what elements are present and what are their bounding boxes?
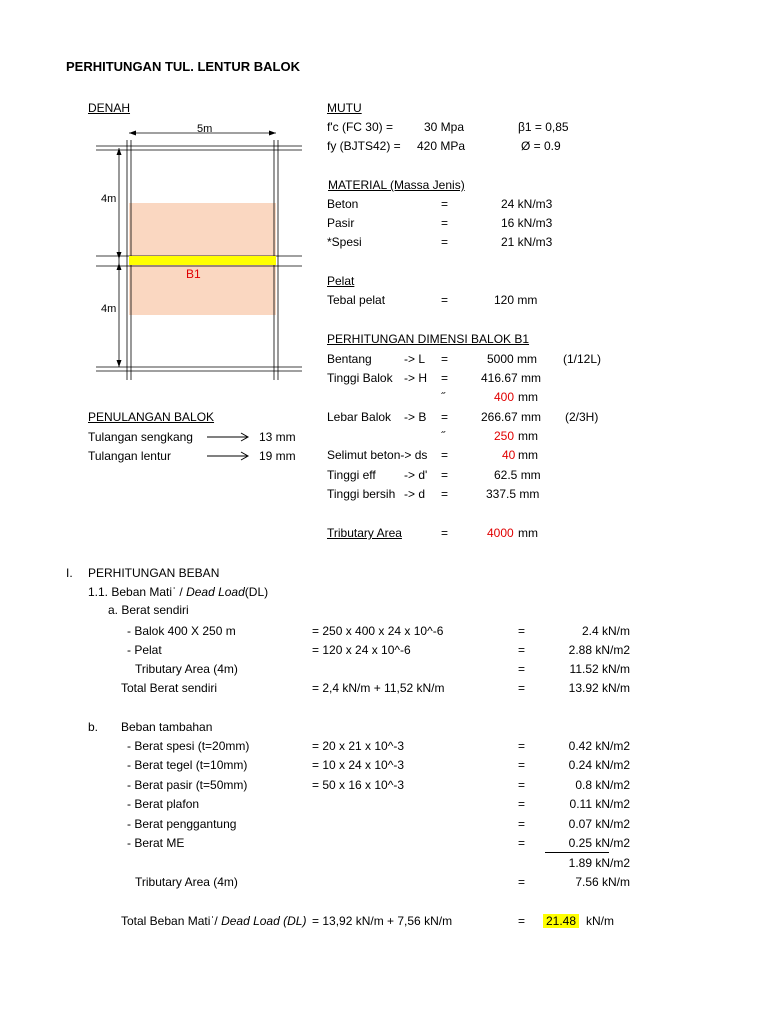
row-value: 2.88 kN/m2 <box>568 643 630 657</box>
tributary-unit: mm <box>518 526 538 540</box>
sengkang-value: 13 mm <box>259 430 296 444</box>
section-number: I. <box>66 566 73 580</box>
material-eq: = <box>441 235 449 249</box>
ditto-mark: ˝ <box>441 390 445 404</box>
tributary-eq: = <box>441 526 449 540</box>
material-value: 16 kN/m3 <box>501 216 553 230</box>
row-value: 13.92 kN/m <box>568 681 630 695</box>
tebal-pelat-label: Tebal pelat <box>327 293 386 307</box>
eff-arrow: -> d' <box>404 468 428 482</box>
fc-value: 30 Mpa <box>424 120 465 134</box>
arrow-right-icon <box>207 431 251 443</box>
fc-label: f'c (FC 30) = <box>327 120 393 134</box>
dim-top-label: 5m <box>197 123 213 135</box>
row-label: Tributary Area (4m) <box>135 662 238 676</box>
lentur-value: 19 mm <box>259 449 296 463</box>
bentang-label: Bentang <box>327 352 372 366</box>
mutu-label: MUTU <box>327 101 362 115</box>
fy-value: 420 MPa <box>417 139 466 153</box>
row-label: - Balok 400 X 250 m <box>127 624 236 638</box>
tebal-pelat-eq: = <box>441 293 449 307</box>
total-value: 21.48 <box>543 914 579 928</box>
tinggi-round-unit: mm <box>518 390 538 404</box>
beban-tambahan-label: Beban tambahan <box>121 720 213 734</box>
total-eq: = <box>518 914 526 928</box>
row-label: - Pelat <box>127 643 162 657</box>
tinggi-eq: = <box>441 371 449 385</box>
floor-plan-diagram <box>90 118 310 380</box>
beam-label: B1 <box>186 267 201 281</box>
row-label: - Berat tegel (t=10mm) <box>127 758 248 772</box>
tinggi-round-value: 400 <box>494 390 515 404</box>
row-value: 11.52 kN/m <box>569 662 630 676</box>
sum-value: 1.89 kN/m2 <box>568 856 630 870</box>
penulangan-label: PENULANGAN BALOK <box>88 410 215 424</box>
selimut-label: Selimut beton-> ds <box>327 448 428 462</box>
row-value: 0.07 kN/m2 <box>568 817 630 831</box>
row-formula: = 2,4 kN/m + 11,52 kN/m <box>312 681 445 695</box>
beam-b1 <box>129 256 276 265</box>
row-label: - Berat plafon <box>127 797 200 811</box>
selimut-value: 40 <box>502 448 516 462</box>
row-value: 2.4 kN/m <box>581 624 630 638</box>
row-eq: = <box>518 836 526 850</box>
row-label: - Berat pasir (t=50mm) <box>127 778 248 792</box>
tinggi-value: 416.67 mm <box>481 371 542 385</box>
section-heading: PERHITUNGAN BEBAN <box>88 566 220 580</box>
total-unit: kN/m <box>586 914 614 928</box>
lebar-round-unit: mm <box>518 429 538 443</box>
total-dead-load-label: Total Beban Matiˈ/ Dead Load (DL) <box>121 914 307 928</box>
material-value: 21 kN/m3 <box>501 235 553 249</box>
lebar-eq: = <box>441 410 449 424</box>
lebar-note: (2/3H) <box>565 410 599 424</box>
row-eq: = <box>518 875 526 889</box>
fy-label: fy (BJTS42) = <box>327 139 401 153</box>
row-label: Tributary Area (4m) <box>135 875 238 889</box>
row-label: - Berat penggantung <box>127 817 237 831</box>
tinggi-arrow: -> H <box>404 371 428 385</box>
lebar-round-value: 250 <box>494 429 515 443</box>
lebar-arrow: -> B <box>404 410 427 424</box>
dim-left-lower-label: 4m <box>101 303 117 315</box>
berat-sendiri-label: a. Berat sendiri <box>108 603 189 617</box>
tributary-label: Tributary Area <box>327 526 402 540</box>
bentang-value: 5000 mm <box>487 352 538 366</box>
lebar-value: 266.67 mm <box>481 410 542 424</box>
phi-label: Ø = 0.9 <box>521 139 561 153</box>
bentang-eq: = <box>441 352 449 366</box>
dimensi-label: PERHITUNGAN DIMENSI BALOK B1 <box>327 332 530 346</box>
total-formula: = 13,92 kN/m + 7,56 kN/m <box>312 914 453 928</box>
row-label: - Berat spesi (t=20mm) <box>127 739 250 753</box>
row-eq: = <box>518 797 526 811</box>
row-label: Total Berat sendiri <box>121 681 218 695</box>
row-eq: = <box>518 643 526 657</box>
bentang-arrow: -> L <box>404 352 426 366</box>
bersih-eq: = <box>441 487 449 501</box>
row-formula: = 50 x 16 x 10^-3 <box>312 778 405 792</box>
material-eq: = <box>441 197 449 211</box>
eff-eq: = <box>441 468 449 482</box>
row-formula: = 20 x 21 x 10^-3 <box>312 739 405 753</box>
pelat-label: Pelat <box>327 274 355 288</box>
beta-label: β1 = 0,85 <box>518 120 569 134</box>
row-eq: = <box>518 624 526 638</box>
bersih-value: 337.5 mm <box>486 487 540 501</box>
row-eq: = <box>518 681 526 695</box>
row-value: 0.25 kN/m2 <box>568 836 630 850</box>
bersih-label: Tinggi bersih <box>327 487 396 501</box>
row-eq: = <box>518 662 526 676</box>
sum-line <box>545 852 609 853</box>
total-value-cell <box>543 912 579 930</box>
material-value: 24 kN/m3 <box>501 197 553 211</box>
tributary-value: 4000 <box>487 526 514 540</box>
tebal-pelat-value: 120 mm <box>494 293 538 307</box>
row-eq: = <box>518 739 526 753</box>
row-value: 0.42 kN/m2 <box>568 739 630 753</box>
bentang-note: (1/12L) <box>563 352 602 366</box>
row-value: 0.8 kN/m2 <box>575 778 630 792</box>
beban-tambahan-letter: b. <box>88 720 99 734</box>
bersih-arrow: -> d <box>404 487 426 501</box>
selimut-eq: = <box>441 448 449 462</box>
tinggi-label: Tinggi Balok <box>327 371 393 385</box>
sengkang-label: Tulangan sengkang <box>88 430 193 444</box>
ditto-mark: ˝ <box>441 429 445 443</box>
eff-label: Tinggi eff <box>327 468 376 482</box>
row-formula: = 120 x 24 x 10^-6 <box>312 643 411 657</box>
material-label: MATERIAL (Massa Jenis) <box>328 178 465 192</box>
dim-left-upper-label: 4m <box>101 193 117 205</box>
dead-load-subheading: 1.1. Beban Matiˈ / Dead Load(DL) <box>88 585 269 599</box>
material-eq: = <box>441 216 449 230</box>
material-name: Pasir <box>327 216 355 230</box>
eff-value: 62.5 mm <box>494 468 541 482</box>
page-title: PERHITUNGAN TUL. LENTUR BALOK <box>66 59 300 74</box>
row-eq: = <box>518 778 526 792</box>
row-value: 0.24 kN/m2 <box>568 758 630 772</box>
selimut-unit: mm <box>518 448 538 462</box>
row-label: - Berat ME <box>127 836 185 850</box>
row-value: 0.11 kN/m2 <box>569 797 630 811</box>
denah-label: DENAH <box>88 101 131 115</box>
lebar-label: Lebar Balok <box>327 410 392 424</box>
row-eq: = <box>518 758 526 772</box>
row-value: 7.56 kN/m <box>575 875 630 889</box>
row-formula: = 10 x 24 x 10^-3 <box>312 758 405 772</box>
row-formula: = 250 x 400 x 24 x 10^-6 <box>312 624 444 638</box>
arrow-right-icon <box>207 450 251 462</box>
lentur-label: Tulangan lentur <box>88 449 171 463</box>
material-name: Beton <box>327 197 359 211</box>
material-name: *Spesi <box>327 235 362 249</box>
row-eq: = <box>518 817 526 831</box>
